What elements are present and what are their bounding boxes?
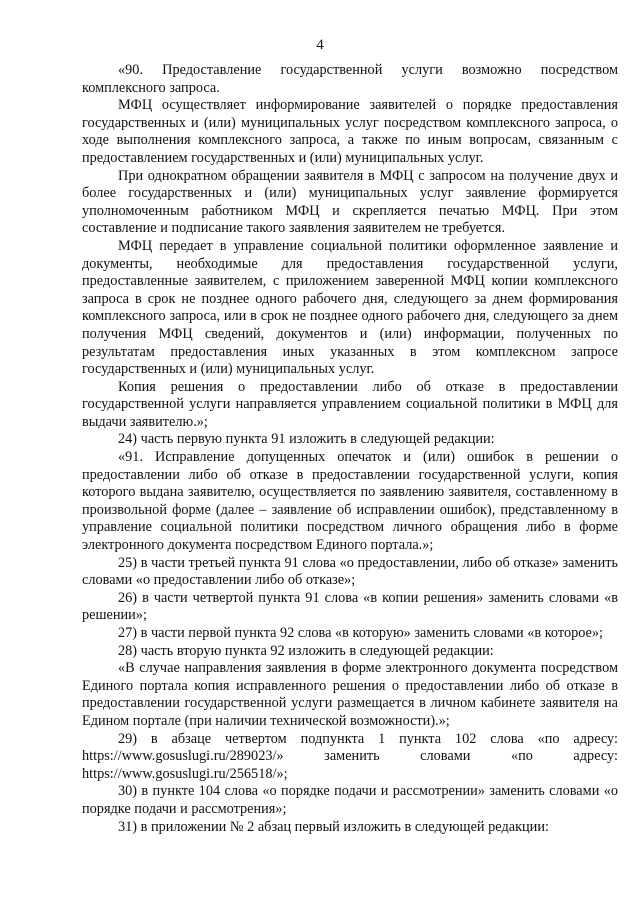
paragraph-decision-copy: Копия решения о предоставлении либо об отказе в предоставлении государственной услуги направляется управлением социальной политики в МФЦ для выдачи заявителю.»; (82, 378, 618, 430)
paragraph-mfc-informing: МФЦ осуществляет информирование заявителей о порядке предоставления государственных и (или) муниципальных услуг посредством комплексного запроса, о ходе выполнения комплексного запроса, а также по иным вопросам, связанным с предоставлением государственных и (или) муниципальных услуг. (82, 97, 618, 166)
paragraph-90-intro: «90. Предоставление государственной услуги возможно посредством комплексного запроса. (82, 62, 618, 96)
amendment-25: 25) в части третьей пункта 91 слова «о предоставлении, либо об отказе» заменить словами «о предоставлении либо об отказе»; (82, 554, 618, 589)
amendment-28: 28) часть вторую пункта 92 изложить в следующей редакции: (118, 642, 494, 659)
page-number: 4 (316, 37, 324, 53)
amendment-24: 24) часть первую пункта 91 изложить в следующей редакции: (118, 431, 495, 448)
paragraph-single-request: При однократном обращении заявителя в МФЦ с запросом на получение двух и более государственных и (или) муниципальных услуг заявление формируется уполномоченным работником МФЦ и скрепляется печатью МФЦ. При этом составление и подписание такого заявления заявителем не требуется. (82, 167, 618, 237)
amendment-31: 31) в приложении № 2 абзац первый изложить в следующей редакции: (118, 818, 549, 835)
amendment-29: 29) в абзаце четвертом подпункта 1 пункта 102 слова «по адресу: https://www.gosuslugi.ru/289023/» заменить словами «по адресу: https://www.gosuslugi.ru/256518/»; (82, 730, 618, 782)
document-body (82, 62, 618, 836)
paragraph-92-text: «В случае направления заявления в форме электронного документа посредством Единого портала копия исправленного решения о предоставлении либо об отказе в предоставлении государственной услуги размещается в личном кабинете заявителя на Едином портале (при наличии технической возможности).»; (82, 660, 618, 729)
amendment-26: 26) в части четвертой пункта 91 слова «в копии решения» заменить словами «в решении»; (82, 589, 618, 624)
amendment-27: 27) в части первой пункта 92 слова «в которую» заменить словами «в которое»; (118, 625, 604, 641)
amendment-30: 30) в пункте 104 слова «о порядке подачи и рассмотрении» заменить словами «о порядке подачи и рассмотрения»; (82, 783, 618, 817)
paragraph-mfc-transfer: МФЦ передает в управление социальной политики оформленное заявление и документы, необходимые для предоставления государственной услуги, предоставленные заявителем, с приложением заверенной МФЦ копии комплексного запроса в срок не позднее одного рабочего дня, следующего за днем формирования комплексного запроса, или в срок не позднее одного рабочего дня, следующего за днем получения МФЦ сведений, документов и (или) информации, полученных по результатам предоставления иных указанных в этом комплексном запросе государственных и (или) муниципальных услуг. (82, 237, 618, 378)
paragraph-91-text: «91. Исправление допущенных опечаток и (или) ошибок в решении о предоставлении либо об отказе в предоставлении государственной услуги, копия которого выдана заявителю, осуществляется по заявлению заявителя, составленному в произвольной форме (далее – заявление об исправлении ошибок), представленному в управление социальной политики посредством личного обращения либо в форме электронного документа посредством Единого портала.»; (82, 449, 618, 554)
